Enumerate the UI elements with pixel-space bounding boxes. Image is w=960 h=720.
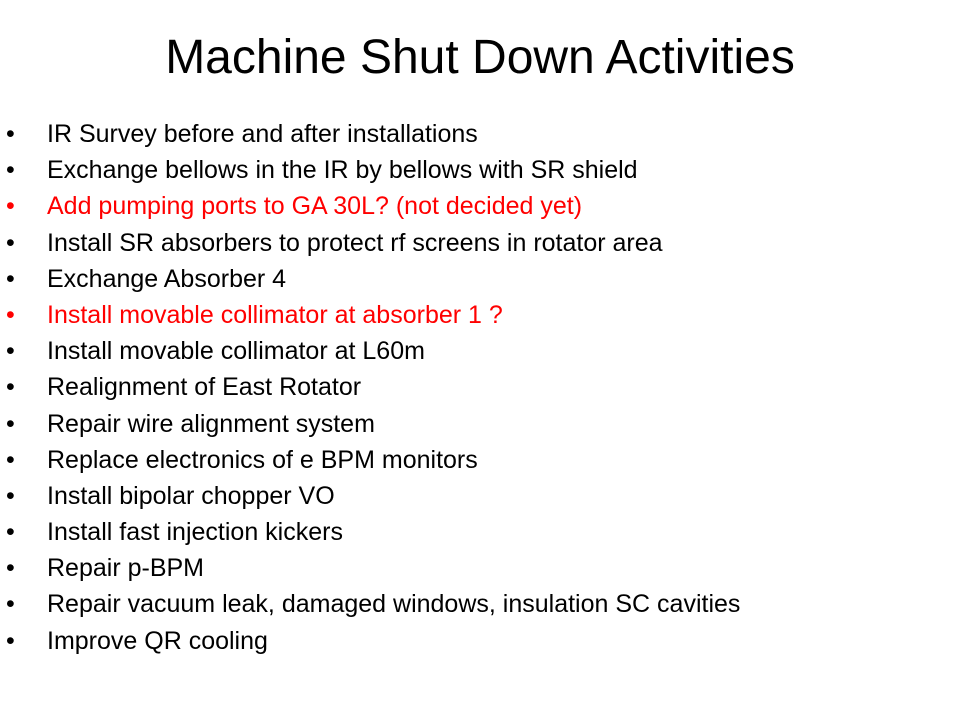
bullet-item — [6, 333, 740, 369]
bullet-icon: • — [6, 156, 15, 185]
bullet-icon: • — [6, 445, 15, 474]
bullet-text: Install bipolar chopper VO — [47, 481, 335, 510]
bullet-item — [6, 550, 740, 586]
bullet-item — [6, 514, 740, 550]
bullet-item — [6, 188, 740, 224]
bullet-text: Realignment of East Rotator — [47, 373, 362, 402]
bullet-text: Repair wire alignment system — [47, 409, 375, 438]
bullet-icon: • — [6, 264, 15, 293]
bullet-text: Install SR absorbers to protect rf screens in rotator area — [47, 228, 663, 257]
bullet-icon: • — [6, 192, 15, 221]
bullet-icon: • — [6, 228, 15, 257]
bullet-icon: • — [6, 120, 15, 148]
bullet-icon: • — [6, 590, 15, 619]
bullet-text: Add pumping ports to GA 30L? (not decided yet) — [47, 192, 583, 221]
bullet-icon: • — [6, 518, 15, 547]
slide-title: Machine Shut Down Activities — [165, 31, 795, 84]
bullet-text: Exchange bellows in the IR by bellows with SR shield — [47, 156, 638, 185]
bullet-text: Repair vacuum leak, damaged windows, insulation SC cavities — [47, 590, 741, 619]
bullet-item — [6, 586, 740, 622]
bullet-item — [6, 442, 740, 478]
bullet-list — [6, 116, 740, 659]
bullet-item — [6, 261, 740, 297]
bullet-item — [6, 116, 740, 152]
bullet-text: Exchange Absorber 4 — [47, 264, 287, 293]
bullet-item — [6, 225, 740, 261]
bullet-text: Replace electronics of e BPM monitors — [47, 445, 478, 474]
bullet-icon: • — [6, 554, 15, 583]
bullet-icon: • — [6, 373, 15, 402]
bullet-text: IR Survey before and after installations — [47, 120, 478, 148]
bullet-icon: • — [6, 337, 15, 366]
bullet-icon: • — [6, 409, 15, 438]
bullet-item — [6, 369, 740, 405]
bullet-text: Install fast injection kickers — [47, 518, 343, 547]
bullet-icon: • — [6, 626, 15, 655]
bullet-text: Repair p-BPM — [47, 554, 204, 583]
bullet-item — [6, 478, 740, 514]
bullet-item — [6, 297, 740, 333]
bullet-icon: • — [6, 481, 15, 510]
bullet-item — [6, 152, 740, 188]
bullet-text: Install movable collimator at L60m — [47, 337, 425, 366]
bullet-item — [6, 406, 740, 442]
bullet-text: Install movable collimator at absorber 1 ? — [47, 300, 503, 329]
bullet-text: Improve QR cooling — [47, 626, 268, 655]
bullet-item — [6, 623, 740, 659]
bullet-icon: • — [6, 300, 15, 329]
